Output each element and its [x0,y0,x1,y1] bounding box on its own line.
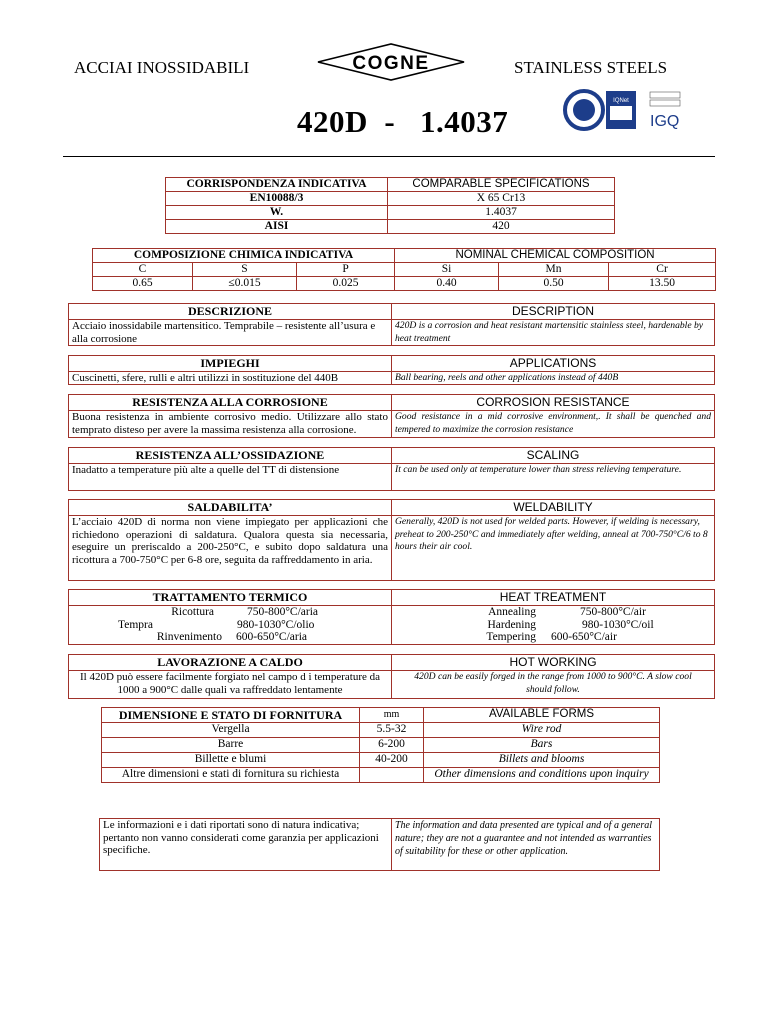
disclaimer-table [99,818,660,871]
scaling-head-it: RESISTENZA ALL’OSSIDAZIONE [135,448,325,462]
corrosion-text-en: Good resistance in a mid corrosive environment,. It shall be quenched and tempered to maximize the corrosion resistance [395,411,711,435]
element-symbol: Mn [499,263,609,277]
composition-head-it: COMPOSIZIONE CHIMICA INDICATIVA [93,249,395,263]
treatment-name: Tempering [486,631,536,643]
weldability-section [68,499,715,581]
header-italian-title: ACCIAI INOSSIDABILI [74,58,250,77]
treatment-name: Tempra [118,618,153,631]
spec-label: W. [166,206,388,220]
element-symbol: Si [395,263,499,277]
igq-label: IGQ [650,113,680,130]
treatment-value: 750-800°C/aria [247,606,319,618]
form-size [360,768,424,783]
forms-head-en: AVAILABLE FORMS [424,708,660,723]
iqnet-label: IQNet [613,98,629,104]
weldability-head-en: WELDABILITY [513,500,593,514]
form-name-en: Bars [424,738,660,753]
form-name-en: Other dimensions and conditions upon inquiry [424,768,660,783]
form-name-it: Vergella [102,723,360,738]
composition-table [92,248,716,291]
spec-value: 420 [388,220,615,234]
composition-head-en: NOMINAL CHEMICAL COMPOSITION [395,249,716,263]
scaling-text-it: Inadatto a temperature più alte a quelle del TT di distensione [72,464,340,476]
treatment-value: 600-650°C/aria [236,631,308,643]
hot-working-section [68,654,715,699]
form-size: 40-200 [360,753,424,768]
heat-treatment-head-it: TRATTAMENTO TERMICO [152,590,308,604]
element-value: 0.40 [395,277,499,291]
description-section [68,303,715,346]
spec-value: X 65 Cr13 [388,192,615,206]
spec-label: EN10088/3 [166,192,388,206]
weldability-text-it: L’acciaio 420D di norma non viene impiegato per applicazioni che richiedono operazioni di saldatura. Qualora questa sia necessaria, eseguire un preriscaldo a 200-250°C, e subito dopo saldatura una ricottura a 700-750°C per 6-8 ore, seguita da raffreddamento in aria. [72,516,388,566]
applications-text-en: Ball bearing, reels and other applications instead of 440B [395,372,619,383]
specs-head-en: COMPARABLE SPECIFICATIONS [388,178,615,192]
description-head-en: DESCRIPTION [511,304,594,318]
element-value: ≤0.015 [193,277,297,291]
heat-treatment-head-en: HEAT TREATMENT [499,590,607,604]
element-symbol: P [297,263,395,277]
form-name-en: Wire rod [424,723,660,738]
treatment-value: 980-1030°C/olio [237,618,315,631]
heat-treatment-section [68,589,715,645]
logo-text: COGNE [352,53,430,74]
applications-head-en: APPLICATIONS [509,356,597,370]
element-symbol: Cr [609,263,716,277]
treatment-name: Hardening [487,618,536,631]
spec-label: AISI [166,220,388,234]
element-value: 13.50 [609,277,716,291]
applications-head-it: IMPIEGHI [200,356,260,370]
treatment-name: Rinvenimento [156,631,222,643]
hot-working-head-it: LAVORAZIONE A CALDO [157,655,303,669]
form-name-it: Barre [102,738,360,753]
weldability-text-en: Generally, 420D is not used for welded parts. However, if welding is necessary, preheat to 200-250°C and immediately after welding, anneal at 700-750°C/6 to 8 hours their air cool. [395,516,708,552]
form-name-en: Billets and blooms [424,753,660,768]
treatment-name: Annealing [488,606,536,618]
hot-working-head-en: HOT WORKING [509,655,597,669]
treatment-name: Ricottura [171,606,214,618]
description-text-it: Acciaio inossidabile martensitico. Temprabile – resistente all’usura e alla corrosione [72,320,376,345]
corrosion-section [68,394,715,438]
element-value: 0.65 [93,277,193,291]
corrosion-text-it: Buona resistenza in ambiente corrosivo medio. Utilizzare allo stato temprato disteso per avere la massima resistenza alla corrosione. [72,411,388,436]
element-symbol: S [193,263,297,277]
header-divider [63,156,715,157]
specs-head-it: CORRISPONDENZA INDICATIVA [166,178,388,192]
disclaimer-text-it: Le informazioni e i dati riportati sono di natura indicativa; pertanto non vanno considerati come garanzia per applicazioni specifiche. [100,819,392,871]
specifications-table [165,177,615,234]
element-value: 0.50 [499,277,609,291]
cogne-logo [316,42,466,82]
hot-working-text-en: 420D can be easily forged in the range from 1000 to 900°C. A slow cool should follow. [414,671,692,695]
forms-head-mm: mm [360,708,424,723]
element-symbol: C [93,263,193,277]
treatment-value: 980-1030°C/oil [582,618,654,631]
form-name-it: Altre dimensioni e stati di fornitura su richiesta [102,768,360,783]
applications-section [68,355,715,385]
available-forms-table [101,707,660,783]
hot-working-text-it: Il 420D può essere facilmente forgiato nel campo d i temperature da 1000 a 900°C dalle quali va raffreddato lentamente [79,671,381,696]
scaling-text-en: It can be used only at temperature lower than stress relieving temperature. [395,464,682,475]
spec-value: 1.4037 [388,206,615,220]
form-size: 5.5-32 [360,723,424,738]
form-size: 6-200 [360,738,424,753]
treatment-value: 750-800°C/air [580,606,646,618]
applications-text-it: Cuscinetti, sfere, rulli e altri utilizzi in sostituzione del 440B [72,372,339,384]
certification-marks [562,88,684,132]
header-english-title: STAINLESS STEELS [514,58,668,77]
scaling-head-en: SCALING [526,448,580,462]
corrosion-head-it: RESISTENZA ALLA CORROSIONE [132,395,328,409]
forms-head-it: DIMENSIONE E STATO DI FORNITURA [102,708,360,723]
form-name-it: Billette e blumi [102,753,360,768]
element-value: 0.025 [297,277,395,291]
disclaimer-text-en: The information and data presented are typical and of a general nature; they are not a guarantee and not intended as warranties of suitability for these or other application. [392,819,660,871]
corrosion-head-en: CORROSION RESISTANCE [476,395,630,409]
treatment-value: 600-650°C/air [551,631,617,643]
description-text-en: 420D is a corrosion and heat resistant martensitic stainless steel, hardenable by heat treatment [395,320,704,344]
description-head-it: DESCRIZIONE [187,304,273,318]
grade-title: 420D - 1.4037 [297,104,509,139]
weldability-head-it: SALDABILITA’ [187,500,273,514]
scaling-section [68,447,715,491]
